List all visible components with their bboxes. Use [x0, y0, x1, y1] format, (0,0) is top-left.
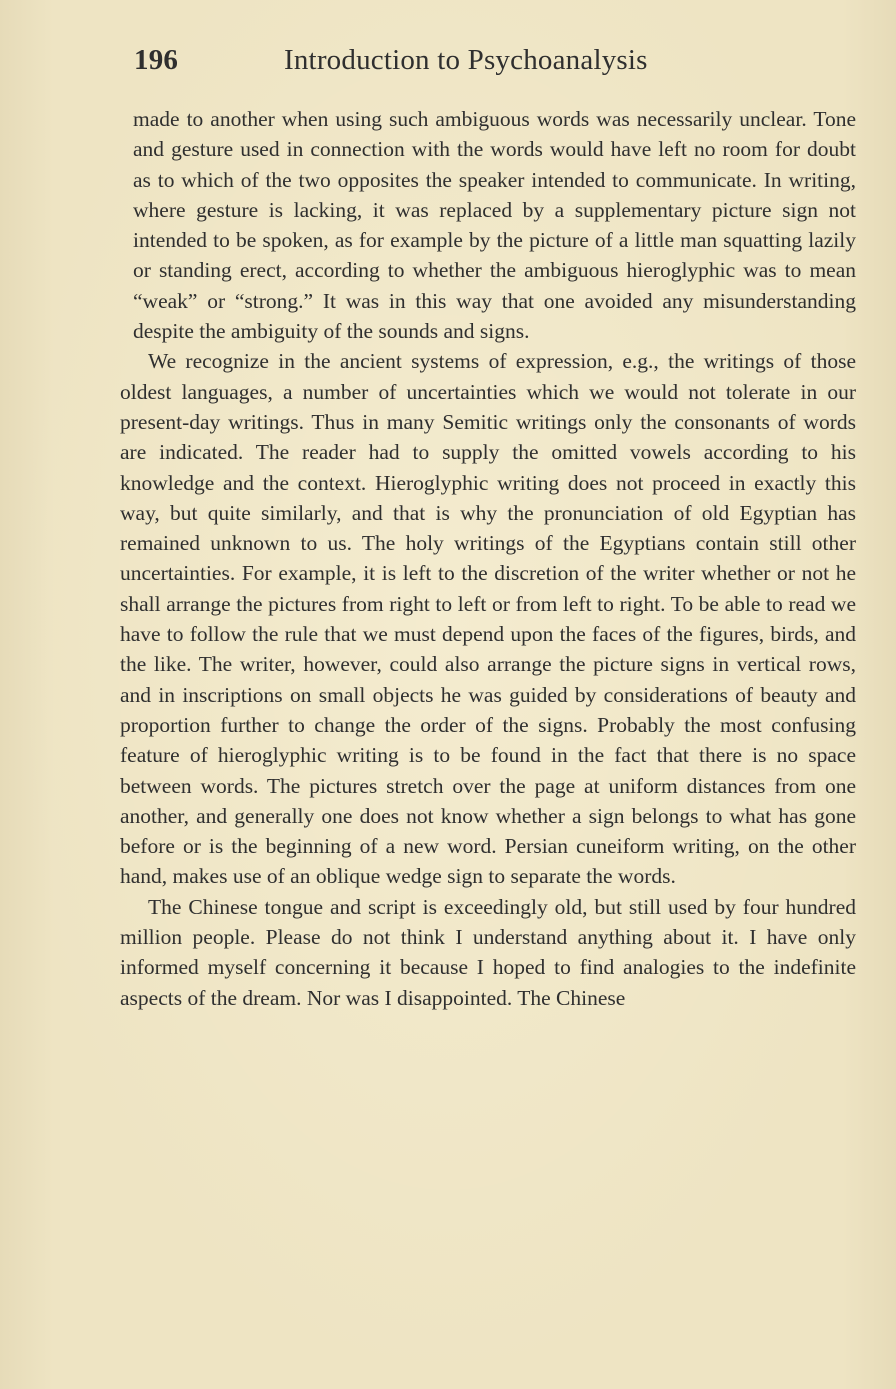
body-text	[120, 104, 856, 1013]
running-head	[134, 44, 714, 84]
paragraph: The Chinese tongue and script is exceedingly old, but still used by four hundred million people. Please do not think I understand anything about it. I have only informed myself concerning it because I hoped to find analogies to the indefinite aspects of the dream. Nor was I disappointed. The Chinese	[120, 894, 856, 1010]
paragraph-continued: made to another when using such ambiguous words was necessarily unclear. Tone and gesture used in connection with the words would have left no room for doubt as to which of the two opposites the speaker intended to communicate. In writing, where gesture is lacking, it was replaced by a supplementary picture sign not intended to be spoken, as for example by the picture of a little man squatting lazily or standing erect, according to whether the ambiguous hieroglyphic was to mean “weak” or “strong.” It was in this way that one avoided any misunderstanding despite the ambiguity of the sounds and signs.	[133, 107, 856, 344]
book-title: Introduction to Psychoanalysis	[284, 44, 648, 76]
paragraph: We recognize in the ancient systems of expression, e.g., the writings of those oldest languages, a number of uncertainties which we would not tolerate in our present-day writings. Thus in many Semitic writings only the consonants of words are indicated. The reader had to supply the omitted vowels according to his knowledge and the context. Hieroglyphic writing does not proceed in exactly this way, but quite similarly, and that is why the pronunciation of old Egyptian has remained unknown to us. The holy writings of the Egyptians contain still other uncertainties. For example, it is left to the discretion of the writer whether or not he shall arrange the pictures from right to left or from left to right. To be able to read we have to follow the rule that we must depend upon the faces of the figures, birds, and the like. The writer, however, could also arrange the picture signs in vertical rows, and in inscriptions on small objects he was guided by considerations of beauty and proportion further to change the order of the signs. Probably the most confusing feature of hieroglyphic writing is to be found in the fact that there is no space between words. The pictures stretch over the page at uniform distances from one another, and generally one does not know whether a sign belongs to what has gone before or is the beginning of a new word. Persian cuneiform writing, on the other hand, makes use of an oblique wedge sign to separate the words.	[120, 349, 856, 889]
page-number: 196	[134, 44, 179, 76]
